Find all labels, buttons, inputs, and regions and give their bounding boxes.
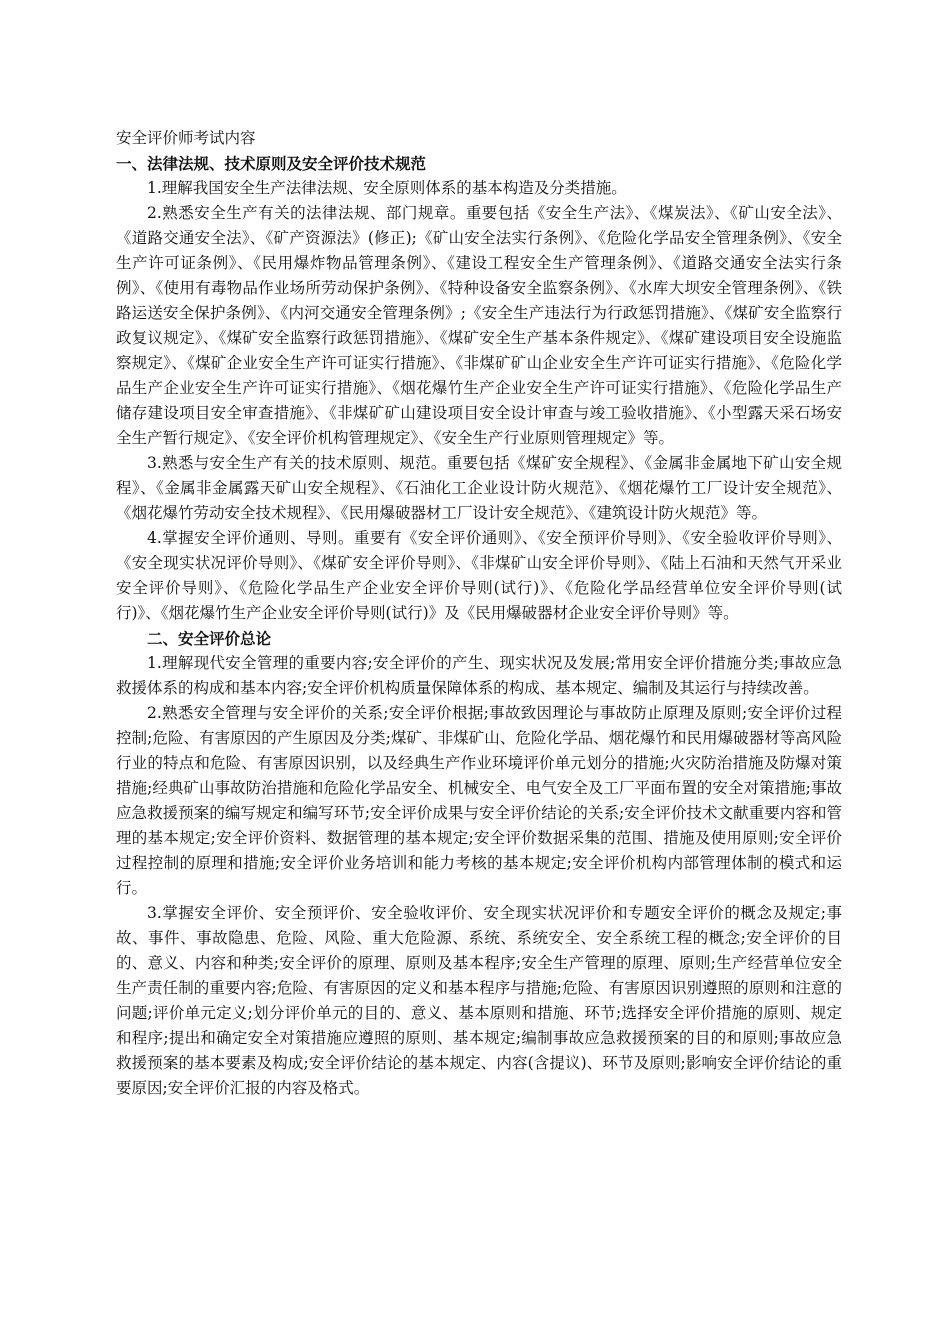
paragraph: 3.熟悉与安全生产有关的技术原则、规范。重要包括《煤矿安全规程》、《金属非金属地下矿山安全规程》、《金属非金属露天矿山安全规程》、《石油化工企业设计防火规范》、《烟花爆竹工厂设计安全规范》、《烟花爆竹劳动安全技术规程》、《民用爆破器材工厂设计安全规范》、《建筑设计防火规范》等。: [116, 454, 842, 522]
section-heading: 二、安全评价总论: [147, 629, 272, 648]
section-heading: 一、法律法规、技术原则及安全评价技术规范: [116, 154, 427, 173]
document-page: [116, 126, 842, 1101]
paragraph: 1.理解现代安全管理的重要内容;安全评价的产生、现实状况及发展;常用安全评价措施分类;事故应急救援体系的构成和基本内容;安全评价机构质量保障体系的构成、基本规定、编制及其运行与持续改善。: [116, 654, 842, 697]
paragraph: 1.理解我国安全生产法律法规、安全原则体系的基本构造及分类措施。: [147, 179, 627, 197]
paragraph: 2.熟悉安全管理与安全评价的关系;安全评价根据;事故致因理论与事故防止原理及原则;安全评价过程控制;危险、有害原因的产生原因及分类;煤矿、非煤矿山、危险化学品、烟花爆竹和民用爆破器材等高风险行业的特点和危险、有害原因识别，以及经典生产作业环境评价单元划分的措施;火灾防治措施及防爆对策措施;经典矿山事故防治措施和危险化学品安全、机械安全、电气安全及工厂平面布置的安全对策措施;事故应急救援预案的编写规定和编写环节;安全评价成果与安全评价结论的关系;安全评价技术文献重要内容和管理的基本规定;安全评价资料、数据管理的基本规定;安全评价数据采集的范围、措施及使用原则;安全评价过程控制的原理和措施;安全评价业务培训和能力考核的基本规定;安全评价机构内部管理体制的模式和运行。: [116, 704, 842, 897]
paragraph: 3.掌握安全评价、安全预评价、安全验收评价、安全现实状况评价和专题安全评价的概念及规定;事故、事件、事故隐患、危险、风险、重大危险源、系统、系统安全、安全系统工程的概念;安全评价的目的、意义、内容和种类;安全评价的原理、原则及基本程序;安全生产管理的原理、原则;生产经营单位安全生产责任制的重要内容;危险、有害原因的定义和基本程序与措施;危险、有害原因识别遵照的原则和注意的问题;评价单元定义;划分评价单元的目的、意义、基本原则和措施、环节;选择安全评价措施的原则、规定和程序;提出和确定安全对策措施应遵照的原则、基本规定;编制事故应急救援预案的目的和原则;事故应急救援预案的基本要素及构成;安全评价结论的基本规定、内容(含提议)、环节及原则;影响安全评价结论的重要原因;安全评价汇报的内容及格式。: [116, 904, 842, 1097]
paragraph: 4.掌握安全评价通则、导则。重要有《安全评价通则》、《安全预评价导则》、《安全验收评价导则》、《安全现实状况评价导则》、《煤矿安全评价导则》、《非煤矿山安全评价导则》、《陆上石油和天然气开采业安全评价导则》、《危险化学品生产企业安全评价导则(试行)》、《危险化学品经营单位安全评价导则(试行)》、《烟花爆竹生产企业安全评价导则(试行)》及《民用爆破器材企业安全评价导则》等。: [116, 529, 842, 622]
document-title: 安全评价师考试内容: [116, 129, 256, 147]
paragraph: 2.熟悉安全生产有关的法律法规、部门规章。重要包括《安全生产法》、《煤炭法》、《矿山安全法》、《道路交通安全法》、《矿产资源法》(修正);《矿山安全法实行条例》、《危险化学品安全管理条例》、《安全生产许可证条例》、《民用爆炸物品管理条例》、《建设工程安全生产管理条例》、《道路交通安全法实行条例》、《使用有毒物品作业场所劳动保护条例》、《特种设备安全监察条例》、《水库大坝安全管理条例》、《铁路运送安全保护条例》、《内河交通安全管理条例》;《安全生产违法行为行政惩罚措施》、《煤矿安全监察行政复议规定》、《煤矿安全监察行政惩罚措施》、《煤矿安全生产基本条件规定》、《煤矿建设项目安全设施监察规定》、《煤矿企业安全生产许可证实行措施》、《非煤矿矿山企业安全生产许可证实行措施》、《危险化学品生产企业安全生产许可证实行措施》、《烟花爆竹生产企业安全生产许可证实行措施》、《危险化学品生产储存建设项目安全审查措施》、《非煤矿矿山建设项目安全设计审查与竣工验收措施》、《小型露天采石场安全生产暂行规定》、《安全评价机构管理规定》、《安全生产行业原则管理规定》等。: [116, 204, 842, 447]
